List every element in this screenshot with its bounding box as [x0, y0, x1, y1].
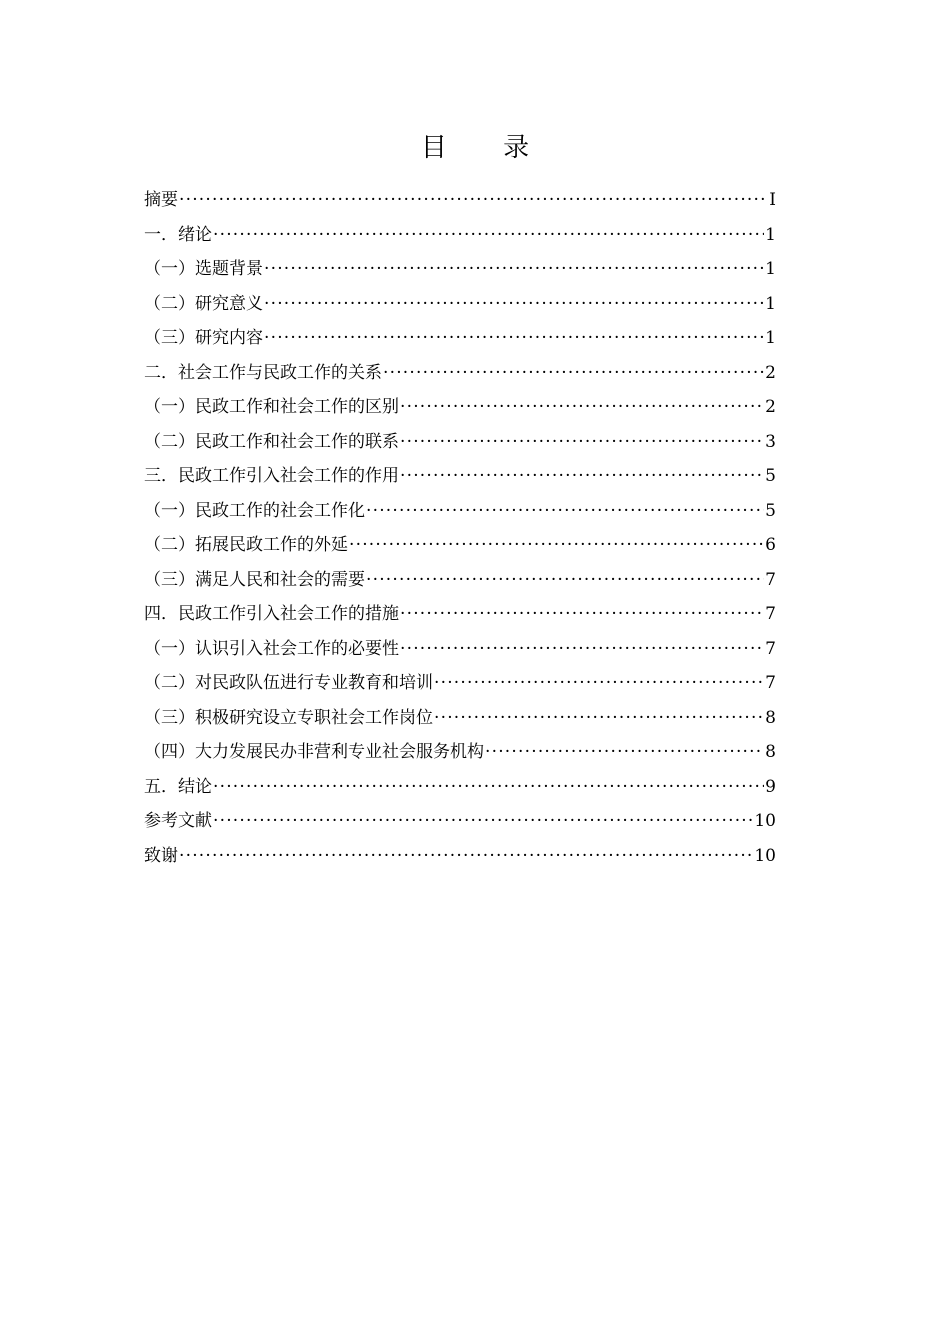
dot-leader — [264, 252, 764, 287]
dot-leader — [264, 321, 764, 356]
toc-entry — [144, 425, 776, 460]
toc-entry-page: 9 — [765, 776, 776, 797]
toc-entry — [144, 563, 776, 598]
dot-leader — [213, 804, 753, 839]
toc-entry-page: 5 — [765, 500, 776, 521]
toc-entry — [144, 597, 776, 632]
toc-entry-label: （一）认识引入社会工作的必要性 — [144, 638, 399, 659]
toc-entry-page: 1 — [765, 259, 776, 279]
toc-entry-label: （二）对民政队伍进行专业教育和培训 — [144, 673, 433, 693]
toc-entry-label: （四）大力发展民办非营利专业社会服务机构 — [144, 742, 484, 762]
toc-title: 目 录 — [420, 133, 554, 163]
toc-entry — [144, 528, 776, 563]
toc-entry — [144, 459, 776, 494]
toc-entry-label: （三）积极研究设立专职社会工作岗位 — [144, 707, 433, 728]
toc-entry — [144, 632, 776, 667]
toc-entry-label: （二）民政工作和社会工作的联系 — [144, 431, 399, 452]
dot-leader — [213, 218, 764, 253]
toc-entry-page: 7 — [765, 638, 776, 659]
toc-entry-label: （二）拓展民政工作的外延 — [144, 535, 348, 555]
toc-entry — [144, 390, 776, 425]
toc-entry — [144, 321, 776, 356]
toc-entry — [144, 356, 776, 391]
toc-entry-label: 摘要 — [144, 190, 178, 210]
dot-leader — [485, 735, 764, 770]
toc-entry-label: （三）满足人民和社会的需要 — [144, 569, 365, 590]
toc-entry — [144, 494, 776, 529]
toc-entry — [144, 735, 776, 770]
dot-leader — [179, 183, 767, 218]
toc-entry-label: 参考文献 — [144, 811, 212, 831]
dot-leader — [383, 356, 764, 391]
toc-entry-page: 7 — [765, 673, 776, 693]
dot-leader — [366, 563, 764, 598]
dot-leader — [349, 528, 764, 563]
dot-leader — [400, 390, 764, 425]
toc-list — [144, 183, 776, 873]
toc-entry-page: 5 — [765, 466, 776, 486]
dot-leader — [400, 425, 764, 460]
toc-entry-page: 7 — [765, 569, 776, 590]
toc-entry — [144, 701, 776, 736]
toc-entry-label: 三．民政工作引入社会工作的作用 — [144, 466, 399, 486]
toc-entry-page: 2 — [765, 397, 776, 417]
dot-leader — [366, 494, 764, 529]
toc-entry-label: 一．绪论 — [144, 224, 212, 245]
toc-entry-label: （三）研究内容 — [144, 328, 263, 348]
dot-leader — [434, 666, 764, 701]
dot-leader — [434, 701, 764, 736]
toc-entry — [144, 252, 776, 287]
dot-leader — [179, 839, 753, 874]
toc-entry-page: 8 — [765, 707, 776, 728]
dot-leader — [213, 770, 764, 805]
dot-leader — [400, 597, 764, 632]
toc-entry-label: 四．民政工作引入社会工作的措施 — [144, 604, 399, 624]
dot-leader — [400, 459, 764, 494]
toc-entry-page: 10 — [754, 845, 776, 866]
toc-entry-label: （一）民政工作和社会工作的区别 — [144, 397, 399, 417]
toc-entry-label: （二）研究意义 — [144, 293, 263, 314]
toc-entry-page: 1 — [765, 224, 776, 245]
toc-entry-page: 2 — [765, 362, 776, 383]
toc-entry-page: 1 — [765, 328, 776, 348]
toc-entry-page: 6 — [765, 535, 776, 555]
toc-entry — [144, 804, 776, 839]
toc-entry-page: I — [769, 190, 776, 210]
toc-entry — [144, 287, 776, 322]
dot-leader — [264, 287, 764, 322]
toc-entry — [144, 183, 776, 218]
toc-entry-label: （一）选题背景 — [144, 259, 263, 279]
toc-entry — [144, 770, 776, 805]
toc-entry-label: 五．结论 — [144, 776, 212, 797]
toc-entry-page: 1 — [765, 293, 776, 314]
toc-entry-label: 致谢 — [144, 845, 178, 866]
toc-entry-page: 3 — [765, 431, 776, 452]
toc-entry-page: 7 — [765, 604, 776, 624]
toc-entry — [144, 218, 776, 253]
toc-entry-page: 10 — [754, 811, 776, 831]
toc-entry — [144, 839, 776, 874]
toc-entry — [144, 666, 776, 701]
dot-leader — [400, 632, 764, 667]
toc-entry-label: （一）民政工作的社会工作化 — [144, 500, 365, 521]
toc-entry-page: 8 — [765, 742, 776, 762]
toc-entry-label: 二．社会工作与民政工作的关系 — [144, 362, 382, 383]
